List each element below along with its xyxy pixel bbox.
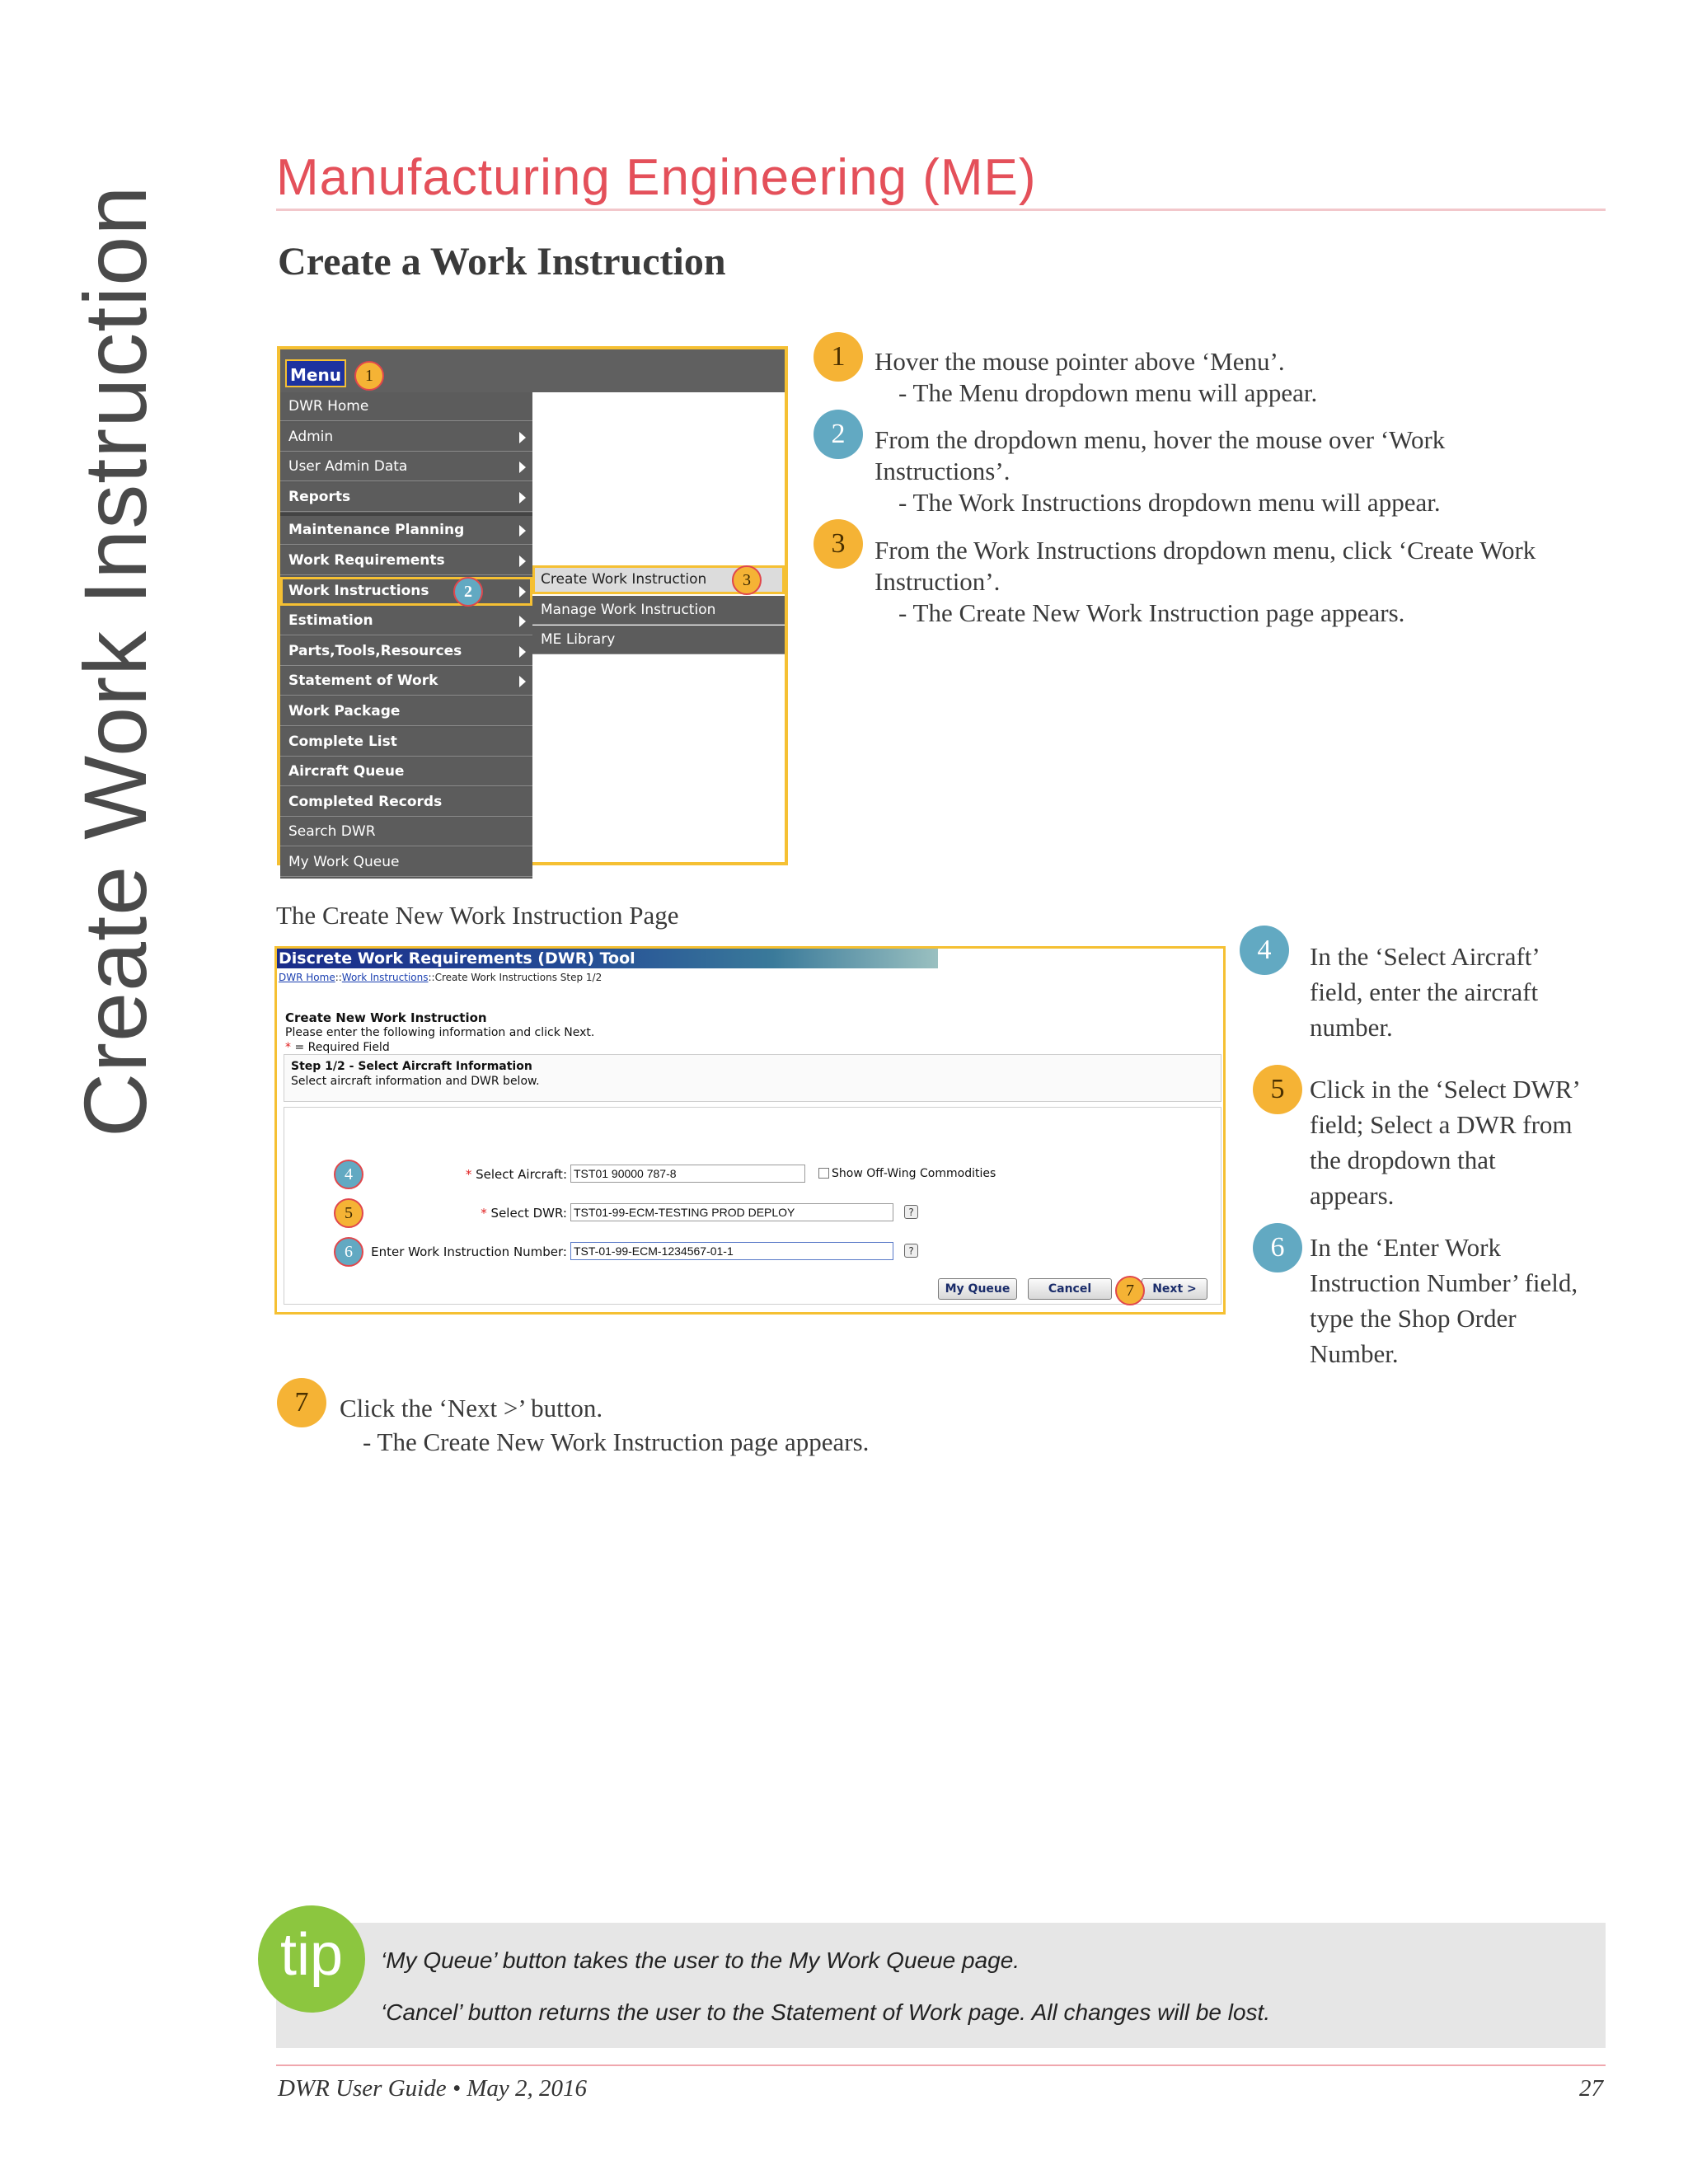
step-2-sub: - The Work Instructions dropdown menu will appear.	[898, 488, 1441, 517]
step-6-badge: 6	[1253, 1223, 1302, 1272]
step-2-text-line2: Instructions’.	[874, 457, 1010, 485]
menu-screenshot	[277, 346, 788, 870]
required-field-note	[285, 1041, 390, 1054]
step-4-line: number.	[1310, 1013, 1393, 1042]
step-4-text	[1310, 939, 1606, 1045]
callout-5-mini: 5	[334, 1198, 363, 1228]
work-instruction-number-label: Enter Work Instruction Number:	[371, 1244, 567, 1259]
required-star: *	[285, 1041, 291, 1054]
step-4-line: In the ‘Select Aircraft’	[1310, 942, 1540, 971]
menu-item-work-instructions[interactable]	[280, 577, 532, 606]
help-icon[interactable]: ?	[904, 1205, 918, 1219]
menu-item-label: Admin	[288, 428, 334, 445]
step-1-badge: 1	[814, 332, 863, 382]
menu-item-label: Estimation	[288, 612, 373, 630]
menu-item-complete-list[interactable]	[280, 728, 532, 757]
required-note-text: = Required Field	[291, 1041, 390, 1054]
step-description: Select aircraft information and DWR below.	[291, 1075, 540, 1088]
step-7-sub: - The Create New Work Instruction page appears.	[363, 1427, 870, 1456]
menu-item-work-package[interactable]	[280, 697, 532, 726]
callout-6-mini: 6	[334, 1237, 363, 1267]
callout-2-mini: 2	[453, 577, 483, 607]
step-3-text-line2: Instruction’.	[874, 567, 1001, 596]
screenshot-caption: The Create New Work Instruction Page	[276, 901, 679, 930]
form-instruction: Please enter the following information and click Next.	[285, 1026, 595, 1039]
breadcrumb	[279, 972, 602, 983]
menu-item-label: User Admin Data	[288, 458, 408, 476]
chevron-right-icon	[519, 462, 526, 473]
menu-button[interactable]: Menu	[285, 359, 346, 387]
menu-item-dwr-home[interactable]	[280, 392, 532, 421]
breadcrumb-separator: ::	[428, 972, 435, 983]
menu-item-label: Aircraft Queue	[288, 763, 405, 780]
select-aircraft-input[interactable]: TST01 90000 787-8	[570, 1165, 805, 1183]
step-title: Step 1/2 - Select Aircraft Information	[291, 1060, 532, 1073]
step-5-line: appears.	[1310, 1181, 1395, 1210]
step-5-text	[1310, 1071, 1606, 1213]
menu-item-label: Statement of Work	[288, 673, 438, 690]
menu-item-label: Work Requirements	[288, 551, 445, 569]
page-title: Create a Work Instruction	[278, 240, 726, 284]
show-off-wing-label: Show Off-Wing Commodities	[832, 1167, 996, 1180]
menu-item-label: Completed Records	[288, 793, 443, 810]
menu-item-admin[interactable]	[280, 423, 532, 452]
required-star: *	[481, 1206, 487, 1221]
footer-doc-title: DWR User Guide • May 2, 2016	[278, 2075, 588, 2102]
breadcrumb-dwr-home[interactable]: DWR Home	[279, 972, 335, 983]
help-icon[interactable]: ?	[904, 1244, 918, 1258]
select-dwr-label-text: Select DWR:	[490, 1206, 567, 1221]
menu-dropdown	[280, 392, 532, 879]
required-star: *	[465, 1167, 472, 1182]
step-5-line: the dropdown that	[1310, 1146, 1496, 1174]
menu-item-label: DWR Home	[288, 398, 369, 415]
tip-line-2: ‘Cancel’ button returns the user to the Statement of Work page. All changes will be lost.	[381, 1999, 1271, 2025]
tip-badge: tip	[258, 1905, 365, 2013]
submenu-item-label: ME Library	[541, 631, 616, 649]
footer-divider	[276, 2064, 1606, 2066]
menu-item-maintenance-planning[interactable]	[280, 516, 532, 545]
step-4-badge: 4	[1240, 926, 1289, 975]
callout-3-mini: 3	[732, 565, 762, 595]
menu-item-reports[interactable]	[280, 483, 532, 512]
menu-item-label: Work Package	[288, 702, 401, 719]
callout-7-mini: 7	[1115, 1276, 1145, 1305]
step-2-text-line1: From the dropdown menu, hover the mouse over ‘Work	[874, 425, 1446, 454]
chevron-right-icon	[519, 676, 526, 687]
cancel-button[interactable]: Cancel	[1028, 1278, 1112, 1300]
step-7-text: Click the ‘Next >’ button.	[340, 1394, 603, 1422]
section-title: Manufacturing Engineering (ME)	[276, 149, 1037, 206]
chevron-right-icon	[519, 586, 526, 598]
form-heading: Create New Work Instruction	[285, 1010, 487, 1025]
menu-item-aircraft-queue[interactable]	[280, 757, 532, 786]
create-work-instruction-screenshot	[274, 946, 1226, 1315]
dwr-app-header: Discrete Work Requirements (DWR) Tool	[277, 949, 938, 968]
menu-item-my-work-queue[interactable]	[280, 848, 532, 877]
menu-item-work-requirements[interactable]	[280, 546, 532, 575]
menu-item-parts-tools-resources[interactable]	[280, 637, 532, 666]
menu-item-label: Work Instructions	[288, 582, 429, 599]
breadcrumb-work-instructions[interactable]: Work Instructions	[341, 972, 429, 983]
submenu-item-me-library[interactable]	[532, 626, 785, 654]
chevron-right-icon	[519, 646, 526, 658]
step-4-line: field, enter the aircraft	[1310, 977, 1539, 1006]
chevron-right-icon	[519, 432, 526, 443]
menu-item-label: Maintenance Planning	[288, 522, 465, 539]
step-6-line: type the Shop Order	[1310, 1304, 1517, 1333]
menu-item-completed-records[interactable]	[280, 788, 532, 817]
menu-item-label: Reports	[288, 488, 351, 505]
callout-4-mini: 4	[334, 1160, 363, 1189]
step-3-text-line1: From the Work Instructions dropdown menu, click ‘Create Work	[874, 536, 1536, 565]
chevron-right-icon	[519, 616, 526, 627]
step-6-text	[1310, 1230, 1606, 1371]
tip-box	[276, 1923, 1606, 2048]
my-queue-button[interactable]: My Queue	[938, 1278, 1017, 1300]
submenu-item-manage-work-instruction[interactable]	[532, 596, 785, 625]
menu-item-statement-of-work[interactable]	[280, 667, 532, 696]
show-off-wing-checkbox[interactable]	[818, 1168, 829, 1179]
chevron-right-icon	[519, 555, 526, 567]
step-3-sub: - The Create New Work Instruction page appears.	[898, 598, 1405, 627]
tip-line-1: ‘My Queue’ button takes the user to the My Work Queue page.	[381, 1947, 1020, 1973]
page-number: 27	[1579, 2075, 1603, 2102]
submenu-item-label: Manage Work Instruction	[541, 601, 716, 618]
menu-item-label: Parts,Tools,Resources	[288, 642, 462, 659]
menu-item-user-admin-data[interactable]	[280, 452, 532, 481]
chevron-right-icon	[519, 492, 526, 504]
callout-1-mini: 1	[354, 361, 384, 391]
step-1-text: Hover the mouse pointer above ‘Menu’.	[874, 347, 1285, 376]
step-6-line: Instruction Number’ field,	[1310, 1268, 1578, 1297]
section-divider	[276, 209, 1606, 211]
breadcrumb-separator: ::	[335, 972, 342, 983]
step-info-box	[284, 1054, 1221, 1102]
menu-item-estimation[interactable]	[280, 607, 532, 635]
select-dwr-label	[284, 1206, 567, 1221]
side-title: Create Work Instruction	[65, 185, 165, 1137]
menu-item-search-dwr[interactable]	[280, 818, 532, 846]
breadcrumb-current: Create Work Instructions Step 1/2	[434, 972, 603, 983]
step-7-badge: 7	[277, 1378, 326, 1427]
next-button[interactable]: Next >	[1142, 1278, 1207, 1300]
submenu-item-create-work-instruction[interactable]	[532, 565, 785, 594]
submenu-item-label: Create Work Instruction	[541, 571, 707, 588]
step-3-badge: 3	[814, 519, 863, 569]
step-2-badge: 2	[814, 410, 863, 459]
step-6-line: Number.	[1310, 1339, 1399, 1368]
step-1-sub: - The Menu dropdown menu will appear.	[898, 378, 1318, 407]
select-aircraft-label	[284, 1167, 567, 1182]
select-dwr-input[interactable]: TST01-99-ECM-TESTING PROD DEPLOY	[570, 1203, 893, 1221]
step-5-badge: 5	[1253, 1065, 1302, 1114]
select-aircraft-label-text: Select Aircraft:	[476, 1167, 567, 1182]
menu-item-label: Complete List	[288, 733, 397, 750]
work-instruction-number-input[interactable]: TST-01-99-ECM-1234567-01-1	[570, 1242, 893, 1260]
chevron-right-icon	[519, 525, 526, 537]
step-6-line: In the ‘Enter Work	[1310, 1233, 1501, 1262]
menu-item-label: My Work Queue	[288, 853, 400, 870]
step-5-line: Click in the ‘Select DWR’	[1310, 1075, 1581, 1104]
menu-item-label: Search DWR	[288, 823, 376, 841]
work-instructions-submenu	[532, 565, 785, 656]
field-section	[284, 1107, 1221, 1305]
step-5-line: field; Select a DWR from	[1310, 1110, 1573, 1139]
